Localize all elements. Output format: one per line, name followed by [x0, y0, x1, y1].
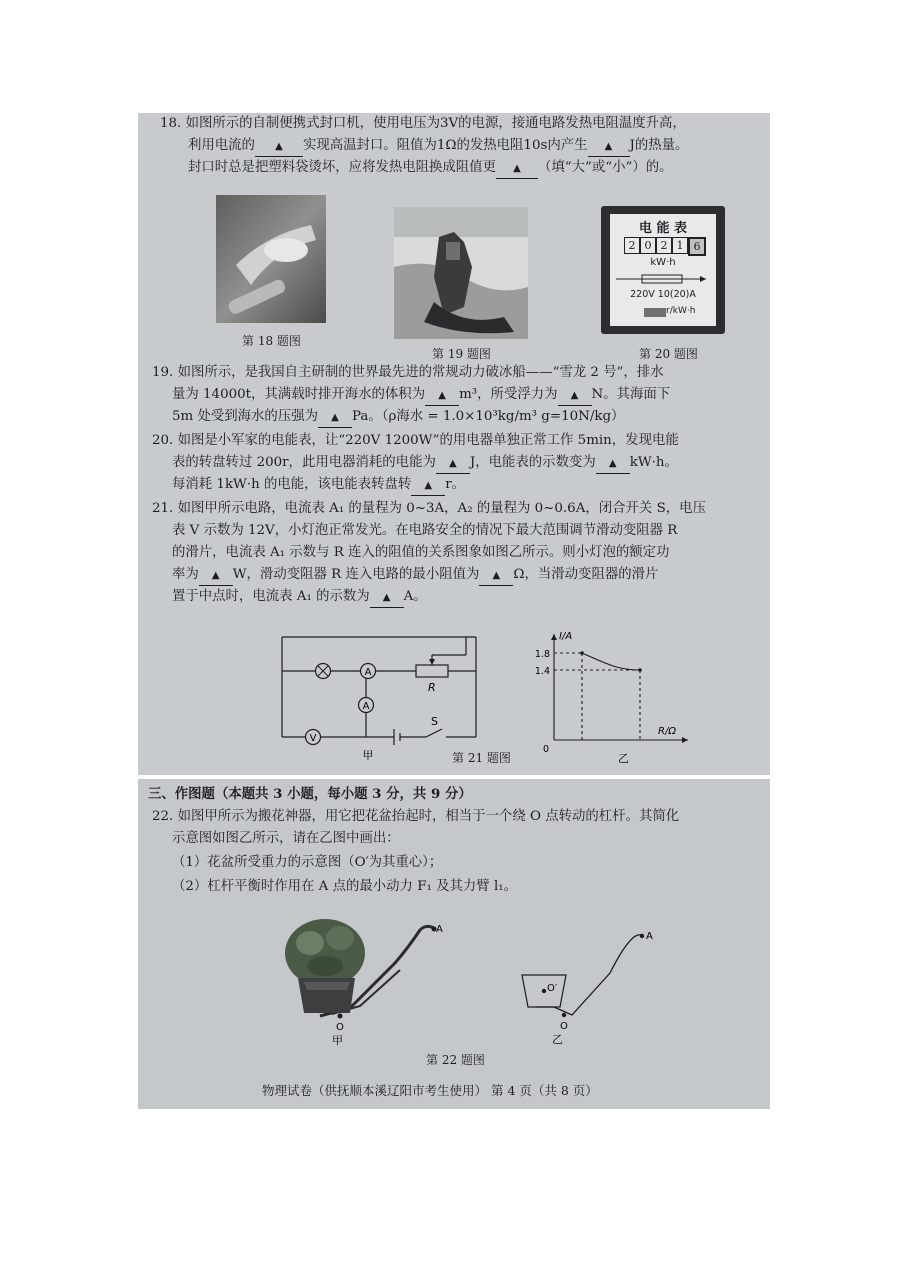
q20-line2: 表的转盘转过 200r，此用电器消耗的电能为 ▲ J，电能表的示数变为 ▲ kW·h。 — [172, 454, 678, 474]
lamp-symbol — [316, 664, 331, 679]
answer-blank: ▲ — [588, 137, 630, 157]
q22-line2: 示意图如图乙所示，请在乙图中画出： — [172, 831, 400, 846]
q19-line2: 量为 14000t，其满载时排开海水的体积为 ▲ m³，所受浮力为 ▲ N。其海面下 — [172, 386, 670, 406]
fig22-caption: 第 22 题图 — [426, 1053, 485, 1067]
voltmeter-symbol — [306, 730, 321, 745]
curve-end-point — [638, 668, 642, 672]
fig21-caption: 第 21 题图 — [452, 751, 511, 765]
answer-blank: ▲ — [318, 408, 352, 428]
current-resistance-graph — [534, 628, 698, 768]
meter-unit: kW·h — [650, 257, 676, 268]
fig20-caption: 第 20 题图 — [639, 347, 698, 361]
q20-line3: 每消耗 1kW·h 的电能，该电能表转盘转 ▲ r。 — [172, 476, 465, 496]
answer-blank: ▲ — [436, 454, 470, 474]
graph-label: 乙 — [618, 752, 629, 765]
graph-x-label: R/Ω — [658, 726, 676, 737]
q22-line4: （2）杠杆平衡时作用在 A 点的最小动力 F₁ 及其力臂 l₁。 — [172, 879, 517, 894]
point-A — [640, 934, 644, 938]
svg-text:A: A — [364, 667, 372, 678]
meter-rating: 220V 10(20)A — [630, 289, 696, 300]
meter-hidden-constant — [644, 308, 666, 317]
q21-line4: 率为 ▲ W，滑动变阻器 R 连入电路的最小阻值为 ▲ Ω，当滑动变阻器的滑片 — [172, 566, 658, 586]
lever-diagram — [514, 923, 664, 1051]
answer-blank: ▲ — [496, 159, 538, 179]
q19-line3: 5m 处受到海水的压强为 ▲ Pa。（ρ海水 = 1.0×10³kg/m³ g=10N/kg） — [172, 408, 624, 428]
figA-point-O: O — [336, 1022, 344, 1033]
q18-number: 18. — [160, 116, 182, 131]
figA-label: 甲 — [332, 1034, 343, 1047]
figA-point-A: A — [436, 924, 443, 935]
q22-line3: （1）花盆所受重力的示意图（O′为其重心）； — [172, 855, 443, 870]
graph-y-label: I/A — [559, 631, 573, 642]
q21-line2: 表 V 示数为 12V，小灯泡正常发光。在电路安全的情况下最大范围调节滑动变阻器 R — [172, 523, 678, 538]
graph-tick-1-8: 1.8 — [534, 649, 550, 660]
circuit-diagram — [276, 621, 486, 761]
meter-disk-icon — [616, 272, 710, 286]
q18-line2: 利用电流的 ▲ 实现高温封口。阻值为1Ω的发热电阻10s内产生 ▲ J的热量。 — [188, 137, 688, 157]
q18-line3: 封口时总是把塑料袋烫坏，应将发热电阻换成阻值更 ▲ （填“大”或“小”）的。 — [188, 159, 673, 179]
graph-origin: 0 — [542, 744, 549, 755]
q18-line1 — [160, 115, 686, 133]
section-heading: 三、作图题（本题共 3 小题，每小题 3 分，共 9 分） — [148, 786, 472, 802]
answer-blank: ▲ — [425, 386, 459, 406]
icebreaker-photo — [394, 207, 528, 339]
q18-text: 如图所示的自制便携式封口机，使用电压为3V的电源，接通电路发热电阻温度升高， — [185, 116, 686, 131]
q21-line5: 置于中点时，电流表 A₁ 的示数为 ▲ A。 — [172, 588, 427, 608]
energy-meter — [601, 206, 725, 334]
figB-point-A: A — [646, 931, 653, 942]
figB-point-Oprime: O′ — [547, 983, 558, 994]
page-footer: 物理试卷（供抚顺本溪辽阳市考生使用） 第 4 页（共 8 页） — [262, 1083, 598, 1098]
ammeter-a2-symbol — [359, 698, 374, 713]
svg-text:V: V — [309, 733, 317, 744]
meter-title: 电 能 表 — [638, 221, 688, 236]
answer-blank: ▲ — [596, 454, 630, 474]
curve-start-point — [580, 651, 584, 655]
fulcrum-point — [562, 1013, 566, 1017]
answer-blank: ▲ — [411, 476, 445, 496]
meter-digits: 2 0 2 1 6 — [624, 237, 706, 256]
q21-line1: 21. 如图甲所示电路，电流表 A₁ 的量程为 0~3A，A₂ 的量程为 0~0.6A，闭合开关 S，电压 — [152, 501, 706, 516]
exam-page — [138, 113, 770, 1109]
svg-text:A: A — [362, 701, 370, 712]
q21-line3: 的滑片，电流表 A₁ 示数与 R 连入的阻值的关系图象如图乙所示。则小灯泡的额定功 — [172, 545, 670, 560]
figB-point-O: O — [560, 1021, 568, 1032]
rheostat-label: R — [428, 681, 436, 694]
sealer-photo — [216, 195, 326, 323]
answer-blank: ▲ — [558, 386, 592, 406]
meter-rev-unit: r/kW·h — [666, 306, 696, 316]
switch-label: S — [431, 715, 438, 728]
graph-tick-1-4: 1.4 — [534, 666, 550, 677]
answer-blank: ▲ — [255, 137, 303, 157]
circuit-label: 甲 — [362, 749, 374, 762]
fold-divider — [138, 775, 770, 779]
flowerpot-lifter-illustration — [280, 908, 470, 1048]
answer-blank: ▲ — [199, 566, 233, 586]
ammeter-a1-symbol — [361, 664, 376, 679]
q22-line1: 22. 如图甲所示为搬花神器，用它把花盆抬起时，相当于一个绕 O 点转动的杠杆。其简化 — [152, 809, 680, 824]
answer-blank: ▲ — [479, 566, 513, 586]
fig19-caption: 第 19 题图 — [432, 347, 491, 361]
q20-line1: 20. 如图是小军家的电能表，让“220V 1200W”的用电器单独正常工作 5min，发现电能 — [152, 433, 679, 448]
figB-label: 乙 — [552, 1033, 563, 1046]
answer-blank: ▲ — [370, 588, 404, 608]
fig18-caption: 第 18 题图 — [242, 334, 301, 348]
q19-line1: 19. 如图所示，是我国自主研制的世界最先进的常规动力破冰船——“雪龙 2 号”，排水 — [152, 365, 664, 380]
center-of-gravity-point — [542, 989, 546, 993]
